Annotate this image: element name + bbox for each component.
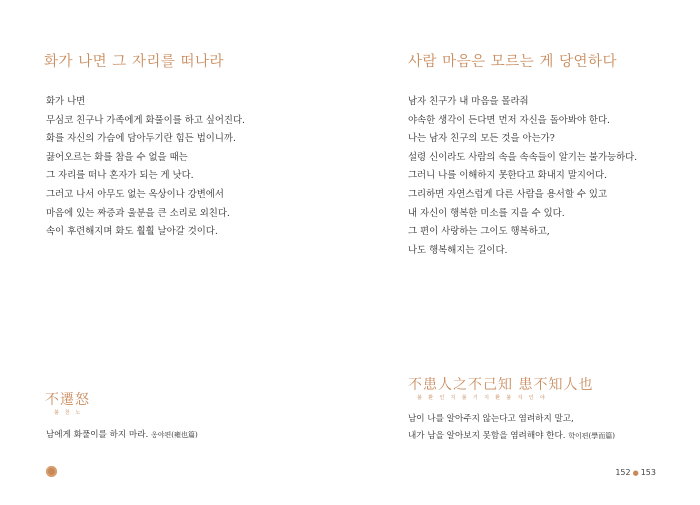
right-page-number: 153 — [640, 468, 656, 477]
right-body-line: 그리하면 자연스럽게 다른 사람을 용서할 수 있고 — [408, 188, 608, 200]
right-body-line: 나는 남자 친구의 모든 것을 아는가? — [408, 133, 555, 145]
right-body-line: 나도 행복해지는 길이다. — [408, 244, 508, 256]
left-quote-source: 옹야편(雍也篇) — [150, 431, 198, 439]
folio-dot-icon: ● — [632, 469, 639, 477]
left-body-line: 속이 후련해지며 화도 훨훨 날아갈 것이다. — [46, 226, 218, 238]
page-numbers — [615, 468, 656, 477]
left-body-text — [46, 93, 245, 242]
left-body-line: 무심코 친구나 가족에게 화풀이를 하고 싶어진다. — [46, 114, 246, 126]
right-quote-translation — [408, 411, 615, 445]
right-page-title: 사람 마음은 모르는 게 당연하다 — [408, 54, 618, 70]
left-body-line: 그러고 나서 아무도 없는 옥상이나 강변에서 — [46, 188, 224, 200]
right-translation-line: 남이 나를 알아주지 않는다고 염려하지 말고, — [408, 414, 574, 424]
right-body-line: 야속한 생각이 든다면 먼저 자신을 돌아봐야 한다. — [408, 114, 610, 126]
right-body-line: 설령 신이라도 사람의 속을 속속들이 알기는 불가능하다. — [408, 151, 638, 163]
left-hanja-quote: 不遷怒 — [45, 392, 90, 408]
right-hanja-reading: 불 환 인 지 불 기 지 환 불 지 인 야 — [417, 395, 545, 401]
right-body-line: 그러니 나를 이해하지 못한다고 화내지 말지어다. — [408, 170, 608, 182]
left-body-line: 끓어오르는 화를 참을 수 없을 때는 — [46, 151, 188, 163]
left-hanja-reading: 불 천 노 — [54, 410, 81, 416]
right-body-line: 그 편이 사랑하는 그이도 행복하고, — [408, 226, 550, 238]
right-hanja-quote: 不患人之不己知 患不知人也 — [408, 377, 594, 393]
right-translation-line — [408, 428, 615, 445]
left-body-line: 마음에 있는 짜증과 울분을 큰 소리로 외친다. — [46, 207, 230, 219]
left-page-title: 화가 나면 그 자리를 떠나라 — [44, 54, 225, 70]
left-translation-text: 남에게 화풀이를 하지 마라. — [46, 430, 149, 440]
right-body-line: 내 자신이 행복한 미소를 지을 수 있다. — [408, 207, 565, 219]
left-body-line: 그 자리를 떠나 혼자가 되는 게 낫다. — [46, 170, 194, 182]
right-body-text — [408, 93, 637, 260]
right-translation-text: 내가 남을 알아보지 못함을 염려해야 한다. — [408, 431, 566, 441]
right-body-line: 남자 친구가 내 마음을 몰라줘 — [408, 96, 529, 107]
page-ornament-icon — [46, 466, 57, 477]
left-body-line: 화가 나면 — [46, 96, 86, 107]
left-quote-translation — [46, 427, 198, 444]
right-quote-source: 학이편(學而篇) — [568, 432, 616, 440]
left-page-number: 152 — [615, 468, 631, 477]
left-body-line: 화를 자신의 가슴에 담아두기란 힘든 법이니까. — [46, 133, 236, 145]
right-page — [350, 0, 700, 505]
